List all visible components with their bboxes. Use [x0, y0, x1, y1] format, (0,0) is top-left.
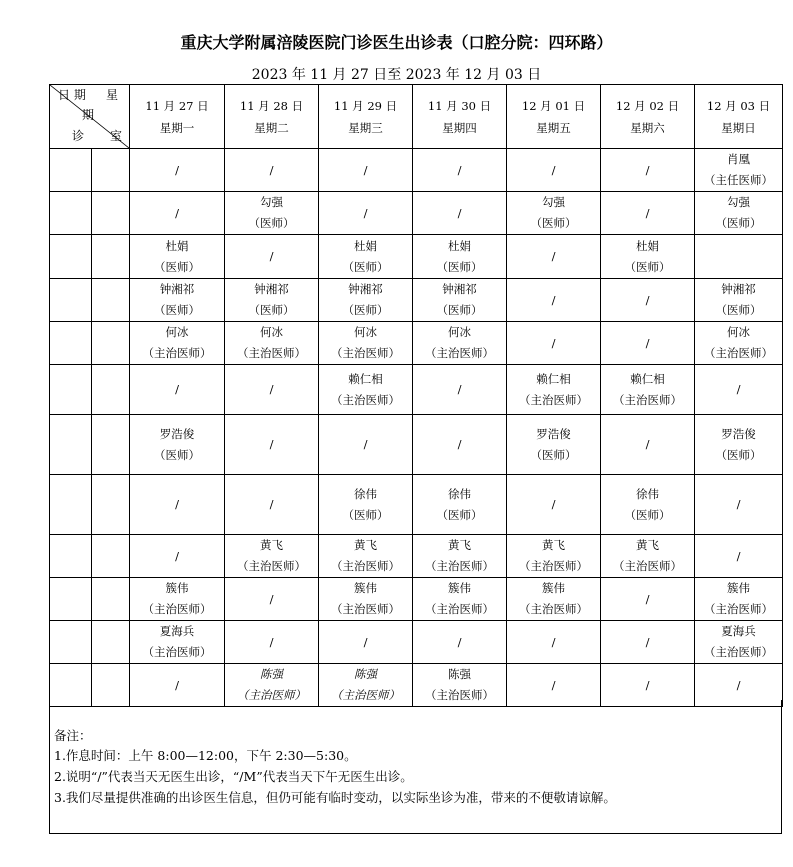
- doctor-name: 肖凰: [727, 152, 750, 166]
- schedule-cell: [130, 322, 225, 365]
- clinic-room-cell: [92, 279, 130, 322]
- day-date: 12 月 01 日: [521, 98, 586, 113]
- schedule-cell: [695, 322, 783, 365]
- doctor-name: 簇伟: [448, 581, 471, 595]
- schedule-cell: [225, 279, 319, 322]
- doctor-name: /: [175, 382, 179, 396]
- schedule-cell: [319, 235, 413, 279]
- doctor-title: （主治医师）: [425, 346, 494, 360]
- schedule-cell: [319, 322, 413, 365]
- table-row: [50, 149, 783, 192]
- schedule-cell: [601, 279, 695, 322]
- doctor-title: （医师）: [154, 447, 200, 462]
- doctor-title: （医师）: [342, 303, 389, 317]
- table-row: [50, 322, 783, 365]
- schedule-cell: [130, 621, 225, 664]
- doctor-title: （医师）: [624, 507, 671, 522]
- doctor-title: （主治医师）: [142, 346, 212, 360]
- schedule-cell: [413, 475, 507, 535]
- doctor-title: （主治医师）: [425, 602, 494, 616]
- doctor-name: /: [175, 205, 179, 220]
- doctor-name: 钟湘祁: [442, 282, 477, 296]
- schedule-cell: [413, 415, 507, 475]
- schedule-cell: [413, 365, 507, 415]
- doctor-title: （主治医师）: [519, 559, 588, 573]
- day-weekday: 星期日: [721, 120, 756, 135]
- doctor-title: （医师）: [436, 303, 483, 317]
- schedule-cell: [507, 475, 601, 535]
- table-row: [50, 475, 783, 535]
- day-header: [695, 85, 783, 149]
- doctor-title: （主治医师）: [142, 602, 212, 616]
- doctor-title: （医师）: [715, 303, 762, 317]
- day-weekday: 星期三: [348, 120, 383, 135]
- doctor-name: /: [645, 205, 650, 220]
- schedule-cell: [130, 535, 225, 578]
- doctor-name: /: [363, 437, 368, 451]
- doctor-name: /: [645, 162, 650, 177]
- schedule-cell: [413, 235, 507, 279]
- day-weekday: 星期四: [442, 120, 477, 135]
- doctor-title: （医师）: [436, 259, 483, 274]
- doctor-name: /: [269, 497, 274, 511]
- schedule-cell: [507, 578, 601, 621]
- doctor-name: 簇伟: [165, 581, 189, 595]
- schedule-cell: [507, 235, 601, 279]
- schedule-cell: [130, 578, 225, 621]
- doctor-name: /: [175, 548, 179, 563]
- schedule-cell: [319, 149, 413, 192]
- doctor-title: （主治医师）: [519, 392, 588, 407]
- doctor-name: /: [736, 548, 741, 563]
- schedule-cell: [319, 415, 413, 475]
- doctor-name: /: [269, 634, 274, 649]
- doctor-name: /: [551, 249, 556, 263]
- table-row: [50, 415, 783, 475]
- schedule-cell: [601, 322, 695, 365]
- doctor-name: /: [269, 162, 274, 177]
- doctor-name: 赖仁相: [630, 371, 665, 386]
- day-date: 11 月 28 日: [239, 98, 304, 113]
- schedule-cell: [413, 279, 507, 322]
- doctor-title: （医师）: [154, 259, 200, 274]
- day-date: 11 月 30 日: [427, 98, 492, 113]
- doctor-title: （医师）: [154, 303, 200, 317]
- doctor-title: （主治医师）: [425, 559, 494, 573]
- schedule-cell: [413, 621, 507, 664]
- schedule-cell: [695, 415, 783, 475]
- doctor-name: /: [269, 249, 274, 263]
- day-date: 11 月 27 日: [145, 98, 209, 113]
- schedule-cell: [507, 279, 601, 322]
- schedule-cell: [695, 279, 783, 322]
- doctor-title: （医师）: [715, 216, 762, 230]
- doctor-title: （主治医师）: [237, 559, 306, 573]
- doctor-name: 勾强: [260, 195, 283, 209]
- schedule-cell: [319, 621, 413, 664]
- schedule-cell: [507, 415, 601, 475]
- schedule-cell: [225, 475, 319, 535]
- table-row: [50, 235, 783, 279]
- doctor-title: （医师）: [248, 303, 295, 317]
- schedule-cell: [413, 578, 507, 621]
- clinic-room-cell: [50, 475, 92, 535]
- schedule-cell: [601, 235, 695, 279]
- doctor-name: 钟湘祁: [159, 282, 195, 296]
- schedule-cell: [507, 365, 601, 415]
- doctor-name: /: [551, 634, 556, 649]
- schedule-cell: [507, 535, 601, 578]
- notes-box: [49, 700, 782, 834]
- doctor-name: 杜娟: [448, 238, 471, 253]
- doctor-name: /: [551, 292, 556, 307]
- notes-line-2: 2.说明“/”代表当天无医生出诊，“/M”代表当天下午无医生出诊。: [54, 769, 413, 784]
- schedule-cell: [507, 322, 601, 365]
- schedule-cell: [130, 192, 225, 235]
- doctor-name: 勾强: [542, 195, 565, 209]
- doctor-name: 勾强: [727, 195, 750, 209]
- doctor-name: /: [736, 677, 741, 692]
- schedule-cell: [695, 535, 783, 578]
- doctor-name: 夏海兵: [159, 624, 195, 638]
- doctor-name: /: [457, 162, 462, 177]
- schedule-cell: [225, 621, 319, 664]
- schedule-cell: [319, 578, 413, 621]
- schedule-cell: [601, 365, 695, 415]
- day-header: [130, 85, 225, 149]
- clinic-room-cell: [92, 415, 130, 475]
- table-row: [50, 279, 783, 322]
- clinic-room-cell: [92, 365, 130, 415]
- doctor-name: 陈强: [448, 667, 471, 681]
- clinic-room-cell: [50, 192, 92, 235]
- corner-label-date: 日 期: [58, 88, 86, 102]
- doctor-name: 何冰: [260, 325, 283, 339]
- schedule-cell: [319, 279, 413, 322]
- doctor-name: 罗浩俊: [721, 426, 756, 441]
- clinic-room-cell: [92, 535, 130, 578]
- doctor-name: 杜娟: [636, 238, 659, 253]
- schedule-cell: [225, 578, 319, 621]
- day-header: [507, 85, 601, 149]
- table-row: [50, 365, 783, 415]
- clinic-room-cell: [50, 578, 92, 621]
- schedule-cell: [413, 192, 507, 235]
- doctor-name: 簇伟: [542, 581, 565, 595]
- schedule-cell: [130, 149, 225, 192]
- doctor-name: 黄飞: [354, 538, 377, 552]
- doctor-name: 何冰: [448, 325, 471, 339]
- doctor-name: /: [457, 634, 462, 649]
- schedule-cell: [130, 475, 225, 535]
- schedule-cell: [601, 149, 695, 192]
- doctor-name: /: [645, 634, 650, 649]
- schedule-cell: [225, 415, 319, 475]
- clinic-room-cell: [50, 415, 92, 475]
- doctor-title: （医师）: [530, 216, 577, 230]
- corner-header: [50, 85, 130, 149]
- day-date: 11 月 29 日: [333, 98, 398, 113]
- doctor-name: 夏海兵: [721, 624, 756, 638]
- doctor-title: （主治医师）: [704, 645, 773, 659]
- doctor-title: （医师）: [436, 507, 483, 522]
- doctor-name: 赖仁相: [348, 371, 383, 386]
- doctor-title: （主治医师）: [613, 559, 682, 573]
- clinic-room-cell: [50, 621, 92, 664]
- clinic-room-cell: [92, 621, 130, 664]
- doctor-name: /: [175, 677, 179, 692]
- schedule-cell: [319, 365, 413, 415]
- clinic-room-cell: [50, 149, 92, 192]
- doctor-name: 赖仁相: [536, 371, 571, 386]
- clinic-room-cell: [50, 279, 92, 322]
- notes-line-3: 3.我们尽量提供准确的出诊医生信息，但仍可能有临时变动，以实际坐诊为准，带来的不便敬请谅解。: [54, 790, 616, 805]
- notes-line-1: 1.作息时间：上午 8:00—12:00，下午 2:30—5:30。: [54, 748, 357, 763]
- schedule-cell: [130, 415, 225, 475]
- page-title: 重庆大学附属涪陵医院门诊医生出诊表（口腔分院：四环路）: [180, 33, 613, 52]
- doctor-name: /: [269, 437, 274, 451]
- doctor-name: /: [645, 677, 650, 692]
- corner-label-shi: 室: [110, 129, 123, 143]
- clinic-room-cell: [92, 322, 130, 365]
- doctor-name: /: [457, 205, 462, 220]
- day-header: [225, 85, 319, 149]
- doctor-title: （医师）: [342, 259, 389, 274]
- schedule-cell: [225, 322, 319, 365]
- schedule-table: [49, 84, 783, 707]
- table-row: [50, 192, 783, 235]
- doctor-title: （医师）: [342, 507, 389, 522]
- doctor-name: /: [457, 437, 462, 451]
- schedule-cell: [601, 578, 695, 621]
- clinic-room-cell: [50, 235, 92, 279]
- schedule-cell: [695, 475, 783, 535]
- schedule-cell: [413, 322, 507, 365]
- doctor-name: 陈强: [354, 667, 377, 681]
- doctor-name: /: [363, 205, 368, 220]
- doctor-title: （医师）: [624, 259, 671, 274]
- doctor-title: （主治医师）: [331, 559, 400, 573]
- day-weekday: 星期一: [159, 120, 195, 135]
- schedule-cell: [601, 475, 695, 535]
- doctor-name: /: [269, 591, 274, 606]
- schedule-cell: [601, 415, 695, 475]
- table-row: [50, 578, 783, 621]
- doctor-name: /: [363, 162, 368, 177]
- schedule-cell: [225, 235, 319, 279]
- schedule-cell: [507, 621, 601, 664]
- doctor-name: 罗浩俊: [159, 426, 195, 441]
- doctor-name: 罗浩俊: [536, 426, 571, 441]
- doctor-title: （主治医师）: [704, 602, 773, 616]
- doctor-name: /: [551, 162, 556, 177]
- doctor-name: 陈强: [260, 667, 283, 681]
- clinic-room-cell: [92, 192, 130, 235]
- doctor-title: （主治医师）: [331, 392, 400, 407]
- doctor-name: /: [645, 335, 650, 350]
- doctor-name: 黄飞: [260, 538, 283, 552]
- doctor-name: /: [269, 382, 274, 396]
- doctor-name: /: [645, 591, 650, 606]
- day-date: 12 月 02 日: [615, 98, 680, 113]
- day-weekday: 星期五: [536, 120, 571, 135]
- doctor-title: （主治医师）: [519, 602, 588, 616]
- doctor-title: （医师）: [715, 447, 762, 462]
- date-range: 2023 年 11 月 27 日至 2023 年 12 月 03 日: [251, 67, 542, 83]
- corner-label-xing: 星: [106, 88, 119, 102]
- header-row: [50, 85, 783, 149]
- clinic-room-cell: [92, 149, 130, 192]
- doctor-name: 杜娟: [354, 238, 377, 253]
- doctor-title: （主治医师）: [142, 645, 212, 659]
- schedule-cell: [130, 365, 225, 415]
- schedule-cell: [130, 279, 225, 322]
- day-weekday: 星期二: [254, 120, 289, 135]
- doctor-title: （主治医师）: [331, 346, 400, 360]
- doctor-title: （主治医师）: [237, 346, 306, 360]
- doctor-name: 杜娟: [165, 238, 189, 253]
- corner-label-zhen: 诊: [72, 129, 85, 143]
- doctor-name: /: [736, 497, 741, 511]
- doctor-title: （主治医师）: [704, 346, 773, 360]
- schedule-cell: [319, 535, 413, 578]
- doctor-title: （主治医师）: [425, 688, 494, 702]
- clinic-room-cell: [92, 475, 130, 535]
- doctor-name: 徐伟: [448, 486, 471, 501]
- schedule-cell: [601, 621, 695, 664]
- doctor-name: /: [175, 497, 179, 511]
- doctor-title: （主治医师）: [331, 602, 400, 616]
- schedule-cell: [225, 192, 319, 235]
- doctor-name: /: [175, 162, 179, 177]
- doctor-title: （主任医师）: [704, 173, 773, 187]
- schedule-cell: [601, 535, 695, 578]
- doctor-name: 何冰: [354, 325, 377, 339]
- day-header: [319, 85, 413, 149]
- doctor-name: 黄飞: [542, 538, 565, 552]
- schedule-cell: [507, 192, 601, 235]
- doctor-name: /: [736, 382, 741, 396]
- schedule-cell: [695, 365, 783, 415]
- schedule-cell: [413, 535, 507, 578]
- doctor-name: 簇伟: [727, 581, 750, 595]
- doctor-title: （医师）: [248, 216, 295, 230]
- doctor-name: 钟湘祁: [721, 282, 756, 296]
- clinic-room-cell: [92, 578, 130, 621]
- schedule-cell: [319, 192, 413, 235]
- doctor-title: （主治医师）: [613, 392, 682, 407]
- corner-label-qi: 期: [82, 108, 95, 122]
- doctor-title: （主治医师）: [331, 688, 400, 702]
- schedule-cell: [601, 192, 695, 235]
- doctor-name: 簇伟: [354, 581, 377, 595]
- schedule-cell: [695, 235, 783, 279]
- doctor-name: 钟湘祁: [254, 282, 289, 296]
- doctor-name: /: [551, 335, 556, 350]
- clinic-room-cell: [50, 535, 92, 578]
- day-date: 12 月 03 日: [706, 98, 771, 113]
- doctor-name: /: [363, 634, 368, 649]
- schedule-cell: [695, 149, 783, 192]
- schedule-cell: [225, 535, 319, 578]
- clinic-room-cell: [92, 235, 130, 279]
- day-header: [413, 85, 507, 149]
- schedule-cell: [225, 365, 319, 415]
- doctor-name: 徐伟: [636, 486, 659, 501]
- schedule-cell: [695, 621, 783, 664]
- doctor-name: 徐伟: [354, 486, 377, 501]
- schedule-cell: [413, 149, 507, 192]
- schedule-cell: [130, 235, 225, 279]
- doctor-name: 钟湘祁: [348, 282, 383, 296]
- schedule-cell: [319, 475, 413, 535]
- doctor-name: /: [551, 677, 556, 692]
- doctor-name: /: [457, 382, 462, 396]
- day-weekday: 星期六: [630, 120, 665, 135]
- table-row: [50, 621, 783, 664]
- doctor-name: /: [551, 497, 556, 511]
- table-row: [50, 535, 783, 578]
- schedule-cell: [507, 149, 601, 192]
- doctor-title: （主治医师）: [237, 688, 306, 702]
- schedule-cell: [695, 192, 783, 235]
- doctor-title: （医师）: [530, 447, 577, 462]
- clinic-room-cell: [50, 365, 92, 415]
- doctor-name: 黄飞: [448, 538, 471, 552]
- schedule-cell: [225, 149, 319, 192]
- day-header: [601, 85, 695, 149]
- doctor-name: /: [645, 292, 650, 307]
- doctor-name: 何冰: [165, 325, 189, 339]
- doctor-name: 何冰: [727, 325, 750, 339]
- notes-heading: 备注：: [54, 728, 92, 743]
- schedule-cell: [695, 578, 783, 621]
- doctor-name: 黄飞: [636, 538, 659, 552]
- doctor-name: /: [645, 437, 650, 451]
- clinic-room-cell: [50, 322, 92, 365]
